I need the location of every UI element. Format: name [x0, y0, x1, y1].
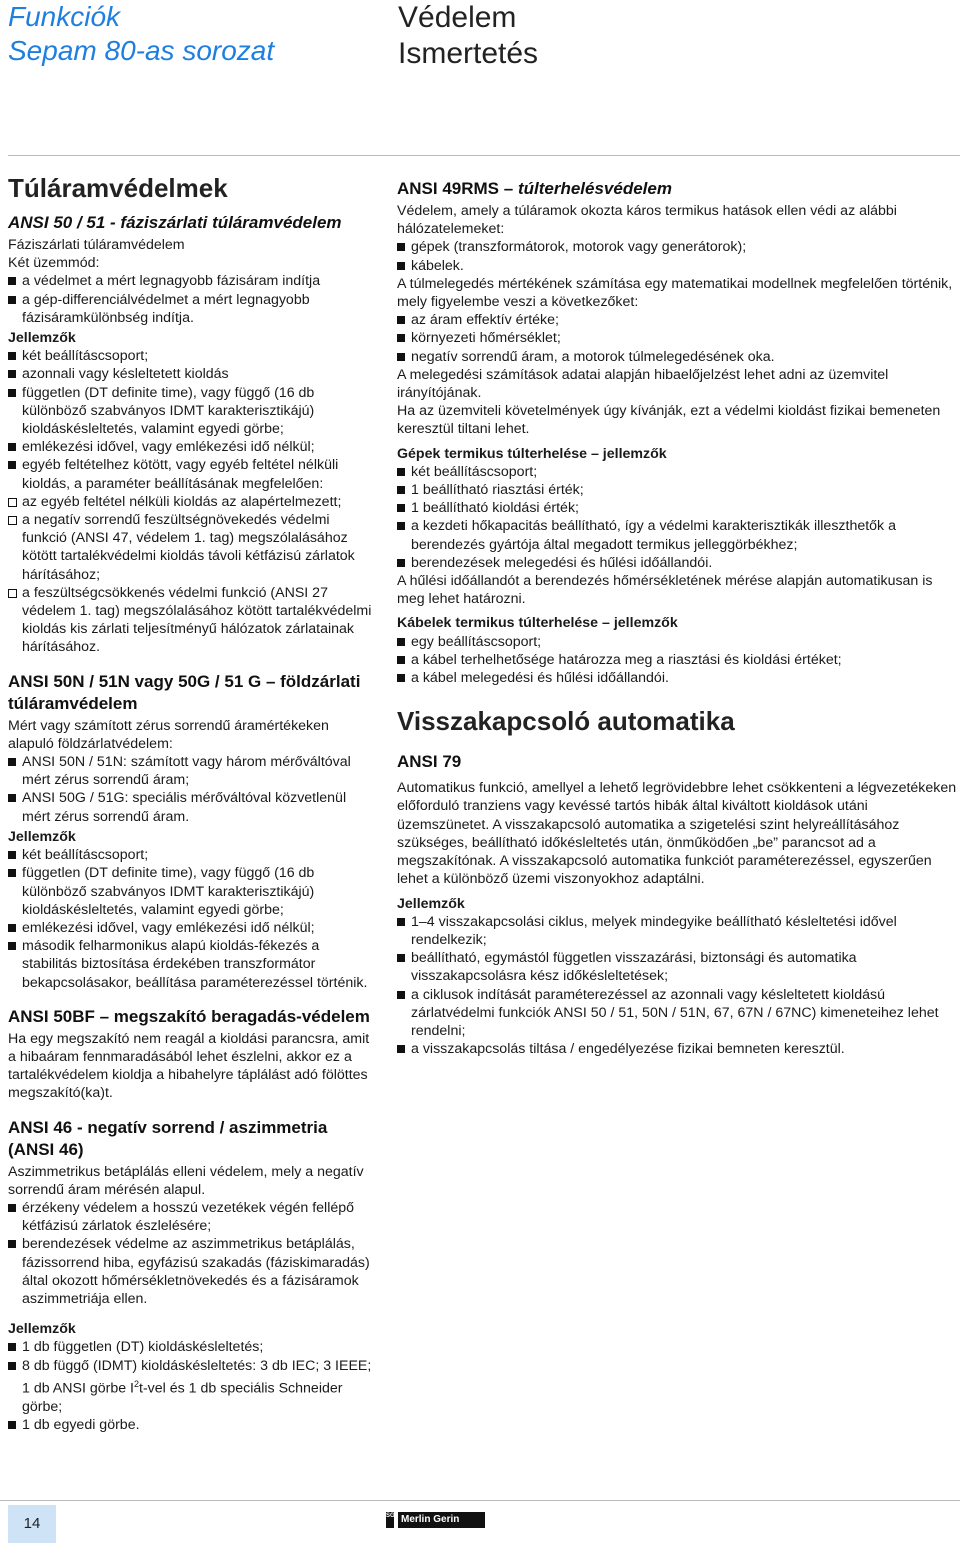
- list-item: gépek (transzformátorok, motorok vagy generátorok);: [397, 238, 957, 256]
- header-left: [8, 0, 348, 68]
- heading-ansi-50bf: ANSI 50BF – megszakító beragadás-védelem: [8, 1006, 370, 1026]
- bullet-square-icon: [8, 924, 16, 932]
- list-item: ANSI 50N / 51N: számított vagy három mérőváltóval mért zérus sorrendű áram;: [8, 753, 376, 789]
- bullet-hollow-square-icon: [8, 498, 17, 507]
- right-column: [397, 172, 957, 1058]
- bullet-square-icon: [8, 794, 16, 802]
- list-item: a gép-differenciálvédelmet a mért legnagyobb fázisáramkülönbség indítja.: [8, 291, 376, 327]
- header-topic-subtitle: Ismertetés: [398, 37, 539, 70]
- bullet-square-icon: [8, 1421, 16, 1429]
- sub-list-item: az egyéb feltétel nélküli kioldás az alapértelmezett;: [8, 493, 376, 511]
- bullet-square-icon: [8, 352, 16, 360]
- header-divider: [8, 155, 960, 156]
- bullet-square-icon: [8, 1362, 16, 1370]
- heading-ansi-50-51: ANSI 50 / 51 - fáziszárlati túláramvédelem: [8, 213, 342, 232]
- bullet-square-icon: [397, 522, 405, 530]
- bullet-square-icon: [397, 991, 405, 999]
- paragraph: A melegedési számítások adatai alapján hibaelőjelzést lehet adni az üzemvitel irányítójának.: [397, 366, 889, 402]
- bullet-square-icon: [8, 869, 16, 877]
- paragraph: Ha egy megszakító nem reagál a kioldási parancsra, amit a hibaáram fennmaradásából lehet észlelni, akkor ez a tartalékvédelem kioldja a hibahelyre táplálást adó fölöttes megszakító(ka)t.: [8, 1030, 370, 1102]
- subheading-features: Jellemzők: [8, 330, 76, 347]
- list-item: két beállításcsoport;: [8, 347, 376, 365]
- paragraph: Két üzemmód:: [8, 255, 100, 272]
- bullet-square-icon: [397, 353, 405, 361]
- paragraph: Automatikus funkció, amellyel a lehető legrövidebbre lehet csökkenteni a légvezetékeken előforduló tranziens vagy kevéssé tartós hibák által kiváltott kioldások utáni üzemszünetet. A visszakapcsoló automatika a szigetelési szint helyreállításához szükséges, beállítható időkésleltetés után, önműködően „be” parancsot ad a megszakítónak. A visszakapcsoló automatika funkciót paraméterezéssel, egyszerűen lehet a különböző üzemi viszonyokhoz adaptálni.: [397, 780, 957, 888]
- list-item: független (DT definite time), vagy függő (16 db különböző szabványos IDMT karakterisztikájú) kioldáskésleltetés, valamint egyedi görbe;: [8, 864, 376, 919]
- paragraph: Fáziszárlati túláramvédelem: [8, 237, 185, 253]
- bullet-hollow-square-icon: [8, 589, 17, 598]
- paragraph: A túlmelegedés mértékének számítása egy matematikai modellnek megfelelően történik, mely figyelembe veszi a következőket:: [397, 275, 953, 311]
- left-column: [8, 172, 376, 1434]
- subheading-machine-thermal: Gépek termikus túlterhelése – jellemzők: [397, 445, 667, 462]
- bullet-square-icon: [8, 1204, 16, 1212]
- bullet-square-icon: [397, 559, 405, 567]
- list-item: a visszakapcsolás tiltása / engedélyezése fizikai bemneten keresztül.: [397, 1040, 957, 1058]
- header-section-title: Funkciók: [8, 1, 121, 32]
- list-item: a kezdeti hőkapacitás beállítható, így a védelmi karakterisztikák illeszthetők a berendezés gyártója által megadott termikus jelleggörbékhez;: [397, 517, 957, 553]
- bullet-square-icon: [397, 674, 405, 682]
- bullet-square-icon: [8, 942, 16, 950]
- list-item: 8 db függő (IDMT) kioldáskésleltetés: 3 db IEC; 3 IEEE; 1 db ANSI görbe $I^2t$-vel és 1 db speciális Schneider görbe;: [8, 1357, 376, 1416]
- sub-list-item: a negatív sorrendű feszültségnövekedés védelmi funkció (ANSI 47, védelem 1. tag) megszólalásához kötött tartalékvédelmi kioldás távoli kétfázisú zárlatok hárításához;: [8, 511, 376, 584]
- list-item: azonnali vagy késleltetett kioldás: [8, 365, 376, 383]
- list-item: emlékezési idővel, vagy emlékezési idő nélkül;: [8, 919, 376, 937]
- page-number: 14: [8, 1505, 56, 1543]
- subheading-cable-thermal: Kábelek termikus túlterhelése – jellemzők: [397, 615, 678, 632]
- bullet-square-icon: [8, 1343, 16, 1351]
- list-item: berendezések melegedési és hűlési időállandói.: [397, 554, 957, 572]
- header-right: [398, 0, 938, 72]
- bullet-square-icon: [8, 296, 16, 304]
- header-topic-title: Védelem: [398, 1, 517, 34]
- brand-logo: [386, 1512, 485, 1528]
- bullet-square-icon: [8, 277, 16, 285]
- heading-ansi-50n-51n: ANSI 50N / 51N vagy 50G / 51 G – földzárlati túláramvédelem: [8, 671, 361, 713]
- subheading-features: Jellemzők: [8, 1321, 76, 1338]
- heading-ansi-79: ANSI 79: [397, 752, 462, 772]
- paragraph: Aszimmetrikus betáplálás elleni védelem, mely a negatív sorrendű áram mérésén alapul.: [8, 1163, 364, 1198]
- header-series-title: Sepam 80-as sorozat: [8, 35, 275, 66]
- bullet-square-icon: [397, 1045, 405, 1053]
- list-item: 1–4 visszakapcsolási ciklus, melyek mindegyike beállítható késleltetési idővel rendelkezik;: [397, 913, 957, 949]
- heading-ansi-46: ANSI 46 - negatív sorrend / aszimmetria (ANSI 46): [8, 1117, 328, 1159]
- bullet-square-icon: [397, 262, 405, 270]
- bullet-square-icon: [397, 504, 405, 512]
- bullet-square-icon: [397, 954, 405, 962]
- bullet-square-icon: [397, 316, 405, 324]
- bullet-hollow-square-icon: [8, 516, 17, 525]
- bullet-square-icon: [8, 851, 16, 859]
- list-item: második felharmonikus alapú kioldás-fékezés a stabilitás biztosítása érdekében transzformátor bekapcsolásakor, beállítása paraméterezéssel történik.: [8, 937, 376, 992]
- list-item: emlékezési idővel, vagy emlékezési idő nélkül;: [8, 438, 376, 456]
- bullet-square-icon: [397, 243, 405, 251]
- bullet-square-icon: [8, 389, 16, 397]
- bullet-square-icon: [397, 334, 405, 342]
- list-item: érzékeny védelem a hosszú vezetékek végén fellépő kétfázisú zárlatok észlelésére;: [8, 1199, 376, 1235]
- footer-divider: [0, 1500, 960, 1501]
- sub-list-item: a feszültségcsökkenés védelmi funkció (ANSI 27 védelem 1. tag) megszólalásához kötött tartalékvédelmi kioldás kis zárlati teljesítményű hálózatok zárlatainak hárításához.: [8, 584, 376, 657]
- section-title-autorecloser: Visszakapcsoló automatika: [397, 706, 735, 737]
- list-item: 1 beállítható riasztási érték;: [397, 481, 957, 499]
- heading-ansi-49rms: ANSI 49RMS – túlterhelésvédelem: [397, 179, 672, 198]
- list-item: 1 db független (DT) kioldáskésleltetés;: [8, 1338, 376, 1356]
- list-item: egyéb feltételhez kötött, vagy egyéb feltétel nélküli kioldás, a paraméter beállításának megfelelően:: [8, 456, 376, 492]
- list-item: 1 db egyedi görbe.: [8, 1416, 376, 1434]
- bullet-square-icon: [397, 918, 405, 926]
- subheading-features: Jellemzők: [397, 895, 465, 912]
- se-mark-icon: SG: [386, 1512, 394, 1528]
- list-item: 1 beállítható kioldási érték;: [397, 499, 957, 517]
- list-item: negatív sorrendű áram, a motorok túlmelegedésének oka.: [397, 348, 957, 366]
- subheading-features: Jellemzők: [8, 828, 76, 845]
- paragraph: Ha az üzemviteli követelmények úgy kívánják, ezt a védelmi kioldást fizikai bemeneten keresztül tiltani lehet.: [397, 403, 941, 438]
- list-item: egy beállításcsoport;: [397, 633, 957, 651]
- bullet-square-icon: [397, 468, 405, 476]
- list-item: két beállításcsoport;: [397, 463, 957, 481]
- list-item: független (DT definite time), vagy függő (16 db különböző szabványos IDMT karakterisztikájú) kioldáskésleltetés, valamint egyedi görbe;: [8, 384, 376, 439]
- bullet-square-icon: [397, 656, 405, 664]
- bullet-square-icon: [8, 1240, 16, 1248]
- bullet-square-icon: [8, 370, 16, 378]
- bullet-square-icon: [397, 638, 405, 646]
- list-item: az áram effektív értéke;: [397, 311, 957, 329]
- list-item: a védelmet a mért legnagyobb fázisáram indítja: [8, 272, 376, 290]
- list-item: beállítható, egymástól független visszazárási, biztonsági és automatika visszakapcsolásra kész időkésleltetések;: [397, 949, 957, 985]
- list-item: kábelek.: [397, 257, 957, 275]
- bullet-square-icon: [8, 443, 16, 451]
- list-item: környezeti hőmérséklet;: [397, 329, 957, 347]
- brand-name: Merlin Gerin: [398, 1512, 485, 1528]
- list-item: ANSI 50G / 51G: speciális mérőváltóval közvetlenül mért zérus sorrendű áram.: [8, 789, 376, 825]
- bullet-square-icon: [8, 461, 16, 469]
- paragraph: Mért vagy számított zérus sorrendű áramértékeken alapuló földzárlatvédelem:: [8, 717, 329, 752]
- list-item: a kábel melegedési és hűlési időállandói.: [397, 669, 957, 687]
- list-item: a ciklusok indítását paraméterezéssel az azonnali vagy késleltetett kioldású zárlatvédelmi funkciók ANSI 50 / 51, 50N / 51N, 67, 67N / 67NC) kimeneteihez lehet rendelni;: [397, 986, 957, 1041]
- bullet-square-icon: [397, 486, 405, 494]
- paragraph: Védelem, amely a túláramok okozta káros termikus hatások ellen védi az alábbi hálózatelemeket:: [397, 203, 897, 238]
- list-item: két beállításcsoport;: [8, 846, 376, 864]
- paragraph: A hűlési időállandót a berendezés hőmérsékletének mérése alapján automatikusan is meg lehet határozni.: [397, 573, 933, 608]
- section-title-overcurrent: Túláramvédelmek: [8, 173, 228, 203]
- bullet-square-icon: [8, 758, 16, 766]
- list-item: berendezések védelme az aszimmetrikus betáplálás, fázissorrend hiba, egyfázisú szakadás (fáziskimaradás) által okozott hőmérsékletnövekedés és a fázisáramok aszimmetriája ellen.: [8, 1235, 376, 1308]
- list-item: a kábel terhelhetősége határozza meg a riasztási és kioldási értéket;: [397, 651, 957, 669]
